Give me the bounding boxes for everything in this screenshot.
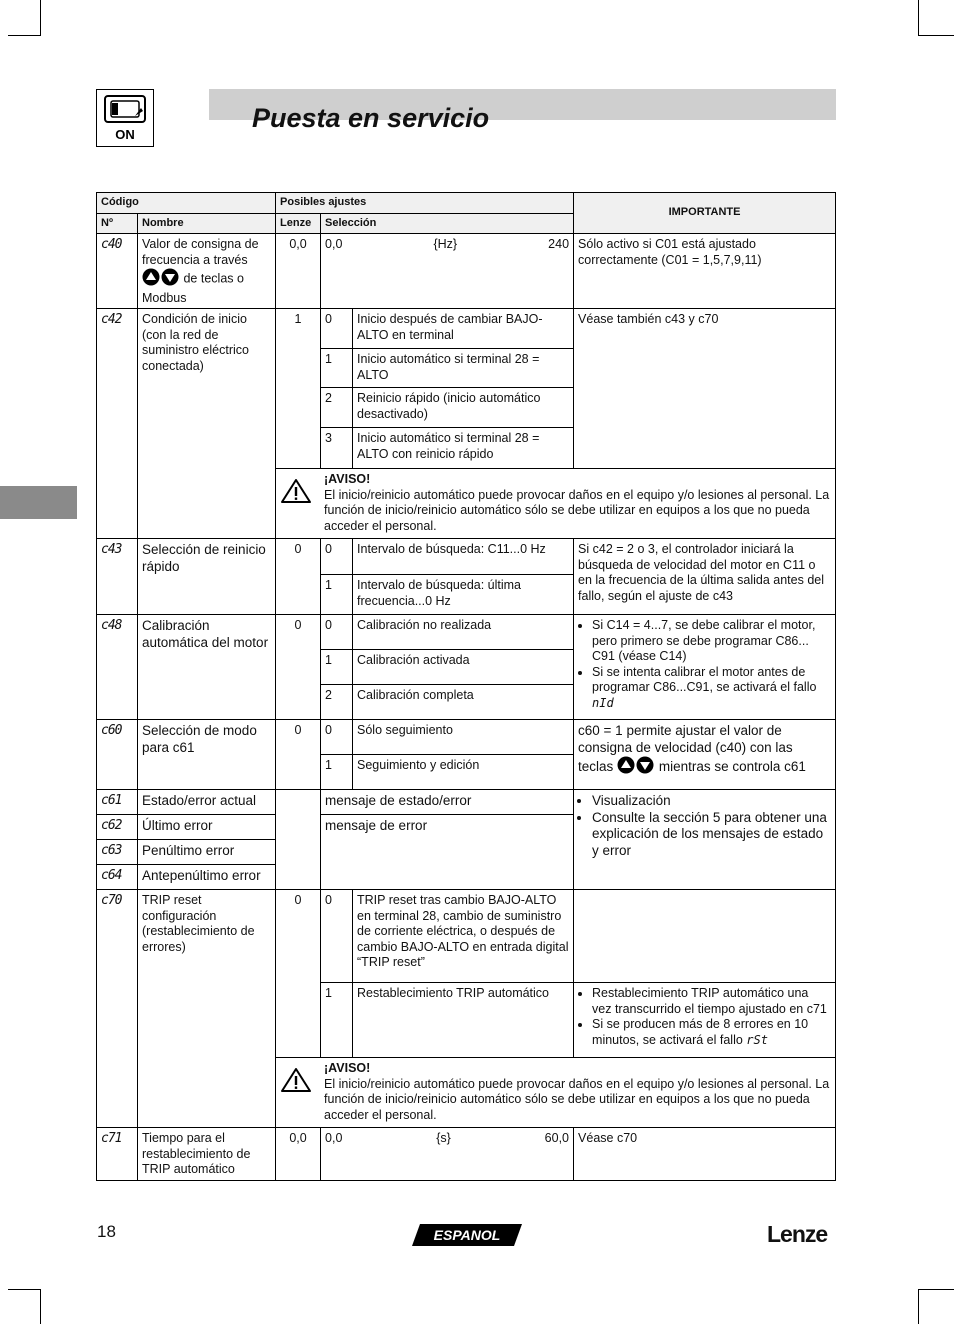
option-number: 0 [321,539,353,575]
imp-c43: Si c42 = 2 o 3, el controlador iniciará la búsqueda de velocidad del motor en C11 o en la frecuencia de la última salida antes del fallo, según el ajuste de c43 [574,539,836,615]
imp-c40: Sólo activo si C01 está ajustado correctamente (C01 = 1,5,7,9,11) [574,234,836,309]
fault-code: rSt [746,1032,768,1047]
imp-bullet: • Consulte la sección 5 para obtener una explicación de los mensajes de estado y error [592,810,831,860]
crop-mark [40,1289,41,1324]
option-text: Restablecimiento TRIP automático [353,983,574,1058]
sel-c62: mensaje de error [321,815,574,890]
code-c48: c48 [101,618,122,633]
code-c71: c71 [101,1131,122,1146]
power-switch-icon [96,89,154,147]
name-c70: TRIP reset configuración (restablecimiento de errores) [138,890,276,1128]
option-text: Reinicio rápido (inicio automático desactivado) [353,388,574,428]
table-row [97,1128,836,1181]
option-number: 0 [321,890,353,983]
name-c60: Selección de modo para c61 [138,720,276,790]
header-importante: IMPORTANTE [574,193,836,234]
option-text: Sólo seguimiento [353,720,574,755]
imp-c61 [574,790,836,890]
header-lenze: Lenze [276,213,321,234]
warning-icon [280,1061,324,1098]
crop-mark [918,1289,954,1290]
code-c63: c63 [101,843,122,858]
code-c70: c70 [101,893,122,908]
up-down-keys-icon [142,268,180,291]
code-c43: c43 [101,542,122,557]
fault-code: nId [592,695,614,710]
option-number: 0 [321,309,353,349]
name-c40: Valor de consigna de frecuencia a través de teclas o Modbus [138,234,276,309]
warning-c42 [276,469,836,539]
imp-bullet: • Si se producen más de 8 errores en 10 minutos, se activará el fallo rSt [592,1017,831,1048]
lenze-c48: 0 [276,615,321,720]
option-text: Calibración activada [353,650,574,685]
code-c64: c64 [101,868,122,883]
lenze-c43: 0 [276,539,321,615]
name-c64: Antepenúltimo error [138,865,276,890]
warning-text: El inicio/reinicio automático puede provocar daños en el equipo y/o lesiones al personal. La función de inicio/reinicio automático sólo se debe utilizar en equipos a los que no pueda acceder el personal. [324,487,830,533]
header-no: Nº [97,213,138,234]
imp-bullet: • Si se intenta calibrar el motor antes de programar C86...C91, se activará el fallo nId [592,665,831,712]
option-number: 1 [321,650,353,685]
name-c61: Estado/error actual [138,790,276,815]
table-row [97,539,836,575]
name-c71: Tiempo para el restablecimiento de TRIP automático [138,1128,276,1181]
table-row [97,234,836,309]
name-c42: Condición de inicio (con la red de suministro eléctrico conectada) [138,309,276,539]
code-c60: c60 [101,723,122,738]
header-nombre: Nombre [138,213,276,234]
imp-c48 [574,615,836,720]
table-row [97,890,836,983]
option-number: 3 [321,428,353,469]
option-text: Intervalo de búsqueda: última frecuencia...0 Hz [353,575,574,615]
chapter-tab [0,486,77,519]
lenze-c40: 0,0 [276,234,321,309]
code-c62: c62 [101,818,122,833]
option-text: Seguimiento y edición [353,755,574,790]
option-text: Inicio automático si terminal 28 = ALTO [353,349,574,388]
language-badge [412,1224,522,1251]
crop-mark [40,0,41,35]
crop-mark [918,1289,919,1324]
page-title: Puesta en servicio [252,103,490,133]
option-number: 0 [321,615,353,650]
option-text: Intervalo de búsqueda: C11...0 Hz [353,539,574,575]
imp-c42: Véase también c43 y c70 [574,309,836,469]
imp-bullet: • Visualización [592,793,831,810]
crop-mark [8,1289,41,1290]
code-c61: c61 [101,793,122,808]
imp-c60: c60 = 1 permite ajustar el valor de consigna de velocidad (c40) con las teclas mientras se controla c61 [574,720,836,790]
sel-c61: mensaje de estado/error [321,790,574,815]
crop-mark [918,0,919,35]
lenze-c71: 0,0 [276,1128,321,1181]
option-text: TRIP reset tras cambio BAJO-ALTO en terminal 28, cambio de suministro de corriente eléctrica, o después de cambio BAJO-ALTO en entrada digital “TRIP reset” [353,890,574,983]
table-row [97,720,836,755]
warning-title: ¡AVISO! [324,472,371,486]
option-number: 1 [321,575,353,615]
crop-mark [918,35,954,36]
warning-text: El inicio/reinicio automático puede provocar daños en el equipo y/o lesiones al personal. La función de inicio/reinicio automático sólo se debe utilizar en equipos a los que no pueda acceder el personal. [324,1076,830,1122]
up-down-keys-icon [617,756,655,779]
on-label: ON [115,127,135,142]
option-number: 1 [321,983,353,1058]
imp-bullet: • Restablecimiento TRIP automático una vez transcurrido el tiempo ajustado en c71 [592,986,831,1017]
table-header-row [97,193,836,214]
header-codigo: Código [97,193,276,214]
code-c42: c42 [101,312,122,327]
page-number: 18 [97,1222,116,1241]
table-row [97,615,836,650]
lenze-c70: 0 [276,890,321,1058]
warning-title: ¡AVISO! [324,1061,371,1075]
imp-bullet: • Si C14 = 4...7, se debe calibrar el motor, pero primero se debe programar C86... C91 (véase C14) [592,618,831,665]
option-number: 0 [321,720,353,755]
name-c62: Último error [138,815,276,840]
brand-logo: Lenze [767,1221,828,1247]
sel-c40: 0,0 {Hz} 240 [321,234,574,309]
table-row [97,790,836,815]
warning-icon [280,472,324,509]
warning-c70 [276,1058,836,1128]
parameter-table [96,192,836,1181]
crop-mark [8,35,41,36]
header-posibles: Posibles ajustes [276,193,574,214]
name-c48: Calibración automática del motor [138,615,276,720]
option-number: 1 [321,349,353,388]
option-text: Inicio automático si terminal 28 = ALTO con reinicio rápido [353,428,574,469]
option-text: Calibración no realizada [353,615,574,650]
option-number: 1 [321,755,353,790]
lenze-c60: 0 [276,720,321,790]
header-seleccion: Selección [321,213,574,234]
code-c40: c40 [101,237,122,252]
lenze-c42: 1 [276,309,321,469]
option-number: 2 [321,685,353,720]
option-number: 2 [321,388,353,428]
option-text: Inicio después de cambiar BAJO-ALTO en terminal [353,309,574,349]
name-c43: Selección de reinicio rápido [138,539,276,615]
imp-c70 [574,983,836,1058]
sel-c71: 0,0 {s} 60,0 [321,1128,574,1181]
imp-c71: Véase c70 [574,1128,836,1181]
option-text: Calibración completa [353,685,574,720]
table-row [97,309,836,349]
name-c63: Penúltimo error [138,840,276,865]
language-label: ESPANOL [433,1227,501,1243]
